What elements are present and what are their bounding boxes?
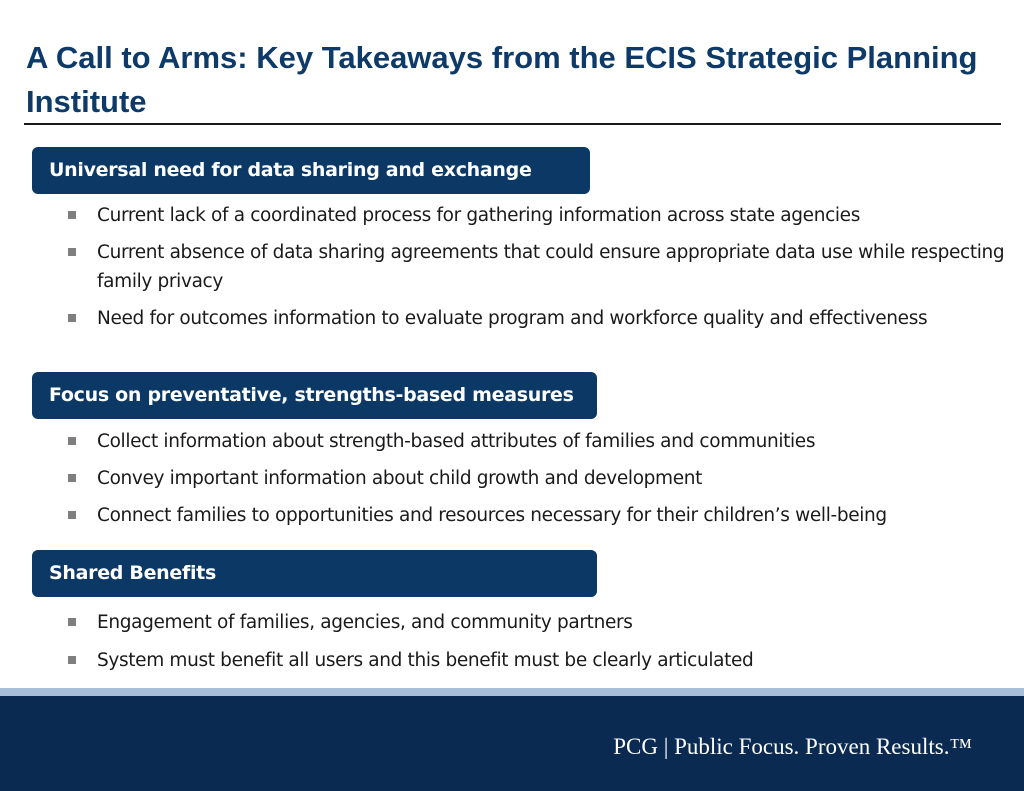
bullet-text: Convey important information about child growth and development bbox=[97, 468, 703, 489]
square-bullet-icon bbox=[68, 314, 76, 322]
section-heading-preventative-measures: Focus on preventative, strengths-based measures bbox=[32, 372, 597, 419]
footer-tagline: PCG | Public Focus. Proven Results.™ bbox=[613, 734, 972, 759]
section-heading-shared-benefits: Shared Benefits bbox=[32, 550, 597, 597]
list-item bbox=[64, 238, 1014, 296]
bullet-text: Current absence of data sharing agreements that could ensure appropriate data use while respecting family privacy bbox=[97, 242, 1005, 292]
list-item bbox=[64, 201, 1014, 230]
list-item bbox=[64, 608, 1014, 637]
bullet-text: Current lack of a coordinated process for gathering information across state agencies bbox=[97, 205, 861, 226]
footer-band bbox=[0, 696, 1024, 791]
square-bullet-icon bbox=[68, 474, 76, 482]
square-bullet-icon bbox=[68, 511, 76, 519]
square-bullet-icon bbox=[68, 248, 76, 256]
square-bullet-icon bbox=[68, 618, 76, 626]
title-divider bbox=[24, 123, 1001, 125]
section-heading-data-sharing: Universal need for data sharing and exchange bbox=[32, 147, 590, 194]
bullet-text: System must benefit all users and this benefit must be clearly articulated bbox=[97, 650, 754, 671]
bullet-list-data-sharing bbox=[64, 201, 1014, 341]
list-item bbox=[64, 646, 1014, 675]
list-item bbox=[64, 464, 1014, 493]
bullet-text: Need for outcomes information to evaluate program and workforce quality and effectiveness bbox=[97, 308, 928, 329]
bullet-list-shared-benefits bbox=[64, 608, 1014, 683]
bullet-text: Connect families to opportunities and resources necessary for their children’s well-being bbox=[97, 505, 887, 526]
slide-title: A Call to Arms: Key Takeaways from the ECIS Strategic Planning Institute bbox=[26, 40, 978, 119]
square-bullet-icon bbox=[68, 211, 76, 219]
list-item bbox=[64, 501, 1014, 530]
list-item bbox=[64, 304, 1014, 333]
footer-accent-stripe bbox=[0, 688, 1024, 696]
bullet-text: Collect information about strength-based attributes of families and communities bbox=[97, 431, 816, 452]
bullet-list-preventative-measures bbox=[64, 427, 1014, 538]
list-item bbox=[64, 427, 1014, 456]
bullet-text: Engagement of families, agencies, and community partners bbox=[97, 612, 633, 633]
square-bullet-icon bbox=[68, 656, 76, 664]
square-bullet-icon bbox=[68, 437, 76, 445]
